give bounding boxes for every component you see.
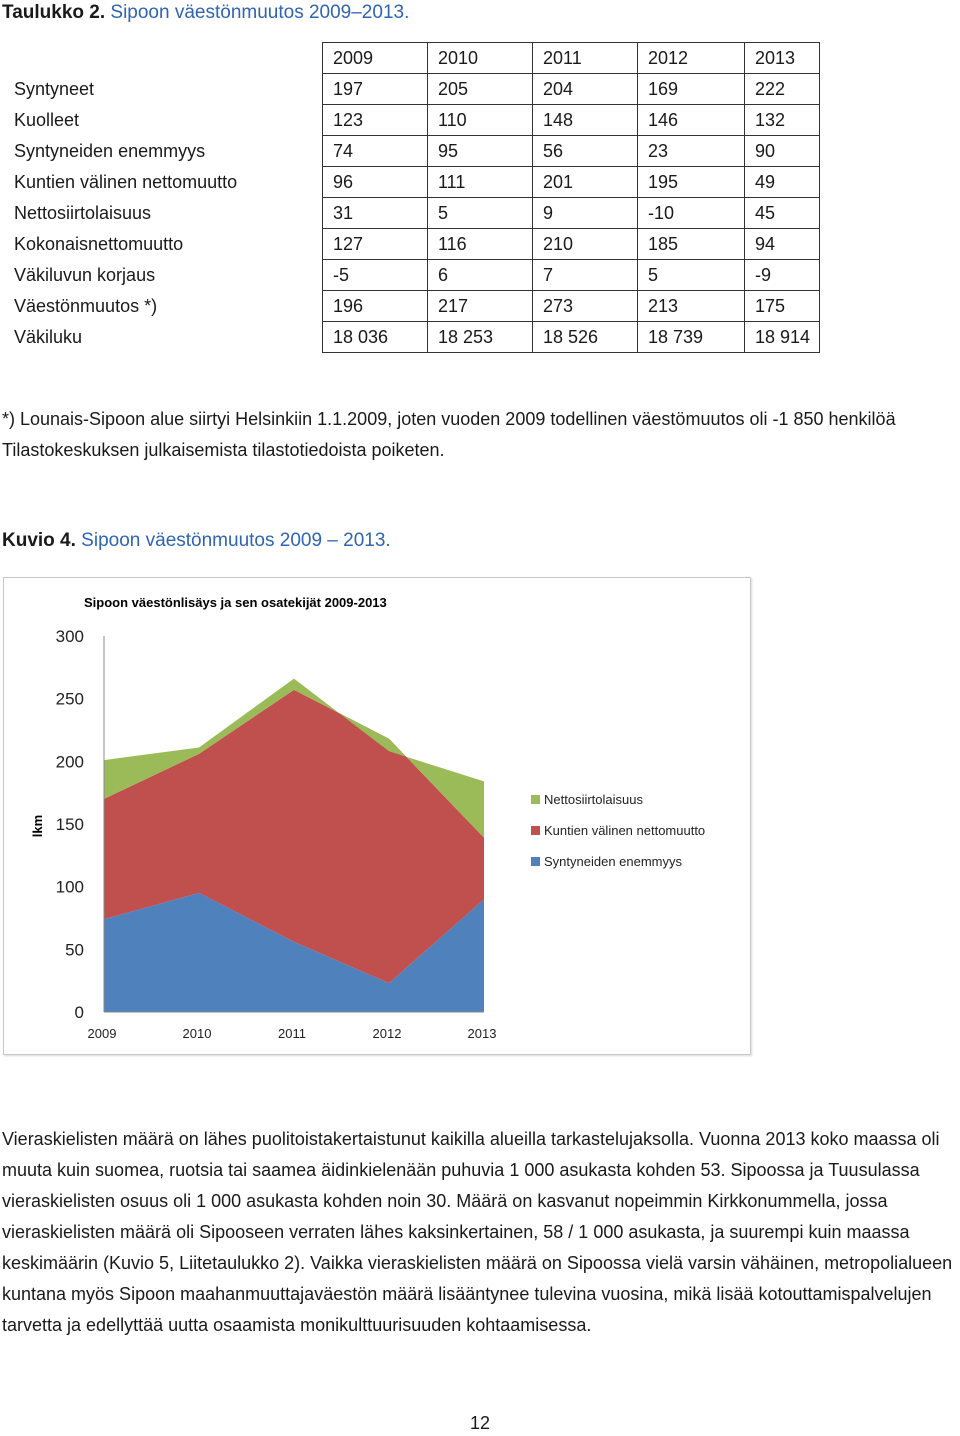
body-paragraph: Vieraskielisten määrä on lähes puolitoistakertaistunut kaikilla alueilla tarkastelujaksolla. Vuonna 2013 koko maassa oli muuta kuin suomea, ruotsia tai saamea äidinkielenään puhuvia 1 000 asukasta kohden 53. Sipoossa ja Tuusulassa vieraskielisten osuus oli 1 000 asukasta kohden noin 30. Määrä on kasvanut nopeimmin Kirkkonummella, jossa vieraskielisten määrä oli Sipooseen verraten lähes kaksinkertainen, 58 / 1 000 asukasta, ja suurempi kuin maassa keskimäärin (Kuvio 5, Liitetaulukko 2). Vaikka vieraskielisten määrä on Sipoossa vielä varsin vähäinen, metropolialueen kuntana myös Sipoon maahanmuuttajaväestön määrä lisääntynee tulevina vuosina, mikä lisää kotouttamispalvelujen tarvetta ja edellyttää uutta osaamista monikulttuurisuuden kohtaamisessa. — [2, 1129, 953, 1335]
table-cell: 9 — [533, 198, 638, 229]
table-cell: 210 — [533, 229, 638, 260]
year-header: 2013 — [745, 43, 820, 74]
table-row — [323, 291, 820, 322]
legend-label: Syntyneiden enemmyys — [544, 854, 683, 869]
row-label: Kuntien välinen nettomuutto — [14, 172, 238, 192]
table-cell: 111 — [428, 167, 533, 198]
table-cell: 95 — [428, 136, 533, 167]
table-row — [323, 167, 820, 198]
chart-title: Sipoon väestönlisäys ja sen osatekijät 2009-2013 — [84, 595, 387, 610]
x-tick-label: 2013 — [467, 1026, 497, 1041]
x-tick-label: 2010 — [182, 1026, 212, 1041]
table-cell: 205 — [428, 74, 533, 105]
table-cell: 96 — [323, 167, 428, 198]
legend-swatch — [531, 826, 540, 835]
table-row — [323, 198, 820, 229]
year-header: 2012 — [638, 43, 745, 74]
legend-swatch — [531, 795, 540, 804]
table-cell: 127 — [323, 229, 428, 260]
y-tick-label: 250 — [55, 689, 84, 709]
table-cell: 217 — [428, 291, 533, 322]
table-cell: 74 — [323, 136, 428, 167]
table-cell: 213 — [638, 291, 745, 322]
x-tick-label: 2011 — [278, 1026, 306, 1041]
table-header-row — [323, 43, 820, 74]
legend-label: Kuntien välinen nettomuutto — [544, 823, 706, 838]
table-cell: 123 — [323, 105, 428, 136]
table-cell: 23 — [638, 136, 745, 167]
x-tick-label: 2009 — [87, 1026, 117, 1041]
table-cell: 5 — [638, 260, 745, 291]
row-label: Nettosiirtolaisuus — [14, 203, 152, 223]
table-cell: 110 — [428, 105, 533, 136]
table-title-text: Sipoon väestönmuutos 2009–2013. — [105, 2, 410, 23]
table-row — [323, 260, 820, 291]
y-tick-label: 200 — [55, 752, 84, 772]
table-cell: 6 — [428, 260, 533, 291]
table-cell: 90 — [745, 136, 820, 167]
table-footnote: *) Lounais-Sipoon alue siirtyi Helsinkiin 1.1.2009, joten vuoden 2009 todellinen väestömuutos oli -1 850 henkilöä Tilastokeskuksen julkaisemista tilastotiedoista poiketen. — [2, 409, 896, 460]
table-cell: 148 — [533, 105, 638, 136]
row-label: Syntyneet — [14, 79, 95, 99]
table-cell: 222 — [745, 74, 820, 105]
table-cell: 18 526 — [533, 322, 638, 353]
table-title — [2, 2, 409, 24]
table-cell: 116 — [428, 229, 533, 260]
table-row — [323, 229, 820, 260]
table-cell: 146 — [638, 105, 745, 136]
table-row — [323, 105, 820, 136]
table-cell: -10 — [638, 198, 745, 229]
y-tick-label: 50 — [65, 940, 84, 960]
table-cell: 201 — [533, 167, 638, 198]
legend-label: Nettosiirtolaisuus — [544, 792, 643, 807]
year-header: 2009 — [323, 43, 428, 74]
figure-title-number: Kuvio 4. — [2, 530, 76, 551]
table-cell: 273 — [533, 291, 638, 322]
table-cell: -5 — [323, 260, 428, 291]
table-cell: 49 — [745, 167, 820, 198]
table-row — [323, 322, 820, 353]
table-cell: 132 — [745, 105, 820, 136]
table-cell: 18 036 — [323, 322, 428, 353]
row-label: Väkiluku — [14, 327, 83, 347]
table-cell: 196 — [323, 291, 428, 322]
table-cell: 195 — [638, 167, 745, 198]
table-cell: 18 914 — [745, 322, 820, 353]
year-header: 2011 — [533, 43, 638, 74]
table-cell: 18 253 — [428, 322, 533, 353]
row-label: Väestönmuutos *) — [14, 296, 158, 316]
table-cell: 56 — [533, 136, 638, 167]
table-row-labels — [14, 74, 237, 353]
table-row — [323, 74, 820, 105]
row-label: Kuolleet — [14, 110, 80, 130]
table-title-number: Taulukko 2. — [2, 2, 106, 23]
y-tick-label: 0 — [74, 1003, 84, 1022]
y-tick-label: 150 — [55, 815, 84, 834]
figure-title — [2, 530, 391, 552]
table-cell: 169 — [638, 74, 745, 105]
population-change-table — [322, 42, 820, 353]
table-cell: 5 — [428, 198, 533, 229]
chart-container — [3, 577, 751, 1055]
table-cell: 18 739 — [638, 322, 745, 353]
row-label: Kokonaisnettomuutto — [14, 234, 184, 254]
table-cell: 197 — [323, 74, 428, 105]
y-tick-label: 300 — [55, 627, 84, 646]
figure-title-text: Sipoon väestönmuutos 2009 – 2013. — [75, 530, 391, 551]
table-cell: 204 — [533, 74, 638, 105]
row-label: Väkiluvun korjaus — [14, 265, 156, 285]
table-cell: 94 — [745, 229, 820, 260]
table-row — [323, 136, 820, 167]
table-cell: 185 — [638, 229, 745, 260]
legend-swatch — [531, 857, 540, 866]
y-tick-label: 100 — [55, 877, 84, 897]
y-axis-label: lkm — [30, 814, 45, 838]
page-number: 12 — [469, 1413, 491, 1433]
stacked-area-chart — [4, 578, 750, 1054]
table-cell: -9 — [745, 260, 820, 291]
table-cell: 45 — [745, 198, 820, 229]
year-header: 2010 — [428, 43, 533, 74]
table-cell: 175 — [745, 291, 820, 322]
table-cell: 31 — [323, 198, 428, 229]
table-cell: 7 — [533, 260, 638, 291]
x-tick-label: 2012 — [372, 1026, 402, 1041]
row-label: Syntyneiden enemmyys — [14, 141, 206, 161]
